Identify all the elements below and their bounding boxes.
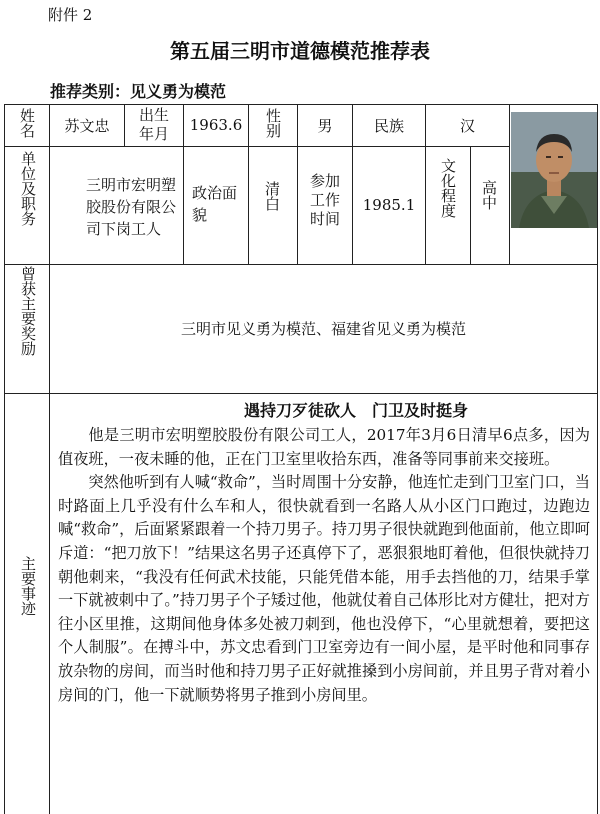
gender-value: 男 [317, 116, 333, 135]
deeds-heading: 遇持刀歹徒砍人 门卫及时挺身 [244, 401, 469, 420]
unit-value: 三明市宏明塑胶股份有限公司下岗工人 [86, 176, 177, 238]
education-label: 文化程度 [439, 158, 457, 218]
work-time-value: 1985.1 [362, 196, 416, 214]
birth-label-text: 出生年月 [138, 106, 169, 143]
awards-label: 曾获主要奖励 [19, 266, 37, 356]
political-label: 政治面貌 [192, 184, 238, 224]
name-value: 苏文忠 [64, 116, 110, 135]
birth-label [125, 104, 183, 146]
portrait-photo [511, 112, 597, 228]
gender-label: 性别 [264, 108, 282, 138]
deeds-body [58, 424, 590, 707]
ethnic-label: 民族 [373, 116, 404, 135]
category-line [50, 79, 226, 102]
category-label: 推荐类别： [50, 82, 131, 101]
category-value: 见义勇为模范 [130, 82, 227, 101]
attachment-label: 附件 2 [48, 6, 93, 24]
deeds-paragraph: 突然他听到有人喊“救命”，当时周围十分安静，他连忙走到门卫室门口，当时路面上几乎没有什么车和人，很快就看到一名路人从小区门口跑过，边跑边喊“救命”，后面紧紧跟着一个持刀男子。持刀男子很快就跑到他面前，他立即呵斥道：“把刀放下！”结果这名男子还真停下了，恶狠狠地盯着他，但很快就持刀朝他刺来，“我没有任何武术技能，只能凭借本能，用手去挡他的刀，结果手掌一下就被刺中了。”持刀男子个子矮过他，他就仗着自己体形比对方健壮，把对方往小区里推，这期间他身体多处被刀刺到，他也没停下，“心里就想着，要把这个人制服”。在搏斗中，苏文忠看到门卫室旁边有一间小屋，是平时他和同事存放杂物的房间，而当时他和持刀男子正好就推搡到小房间前，并且男子背对着小房间的门，他一下就顺势将男子推到小房间里。 [58, 473, 590, 704]
education-value: 高中 [480, 180, 498, 210]
ethnic-value: 汉 [459, 116, 475, 135]
work-time-label-text: 参加工作时间 [310, 172, 341, 228]
deeds-label: 主要事迹 [19, 556, 37, 616]
birth-value: 1963.6 [189, 116, 243, 134]
awards-value: 三明市见义勇为模范、福建省见义勇为模范 [180, 320, 466, 338]
unit-label: 单位及职务 [19, 151, 37, 226]
political-value: 清白 [263, 181, 281, 211]
page-title: 第五届三明市道德模范推荐表 [170, 39, 430, 63]
work-time-label [310, 172, 342, 229]
deeds-paragraph: 他是三明市宏明塑胶股份有限公司工人，2017年3月6日清早6点多，因为值夜班，一夜未睡的他，正在门卫室里收拾东西，准备等同事前来交接班。 [58, 426, 590, 468]
portrait-image [511, 112, 597, 228]
name-label: 姓名 [18, 108, 36, 138]
